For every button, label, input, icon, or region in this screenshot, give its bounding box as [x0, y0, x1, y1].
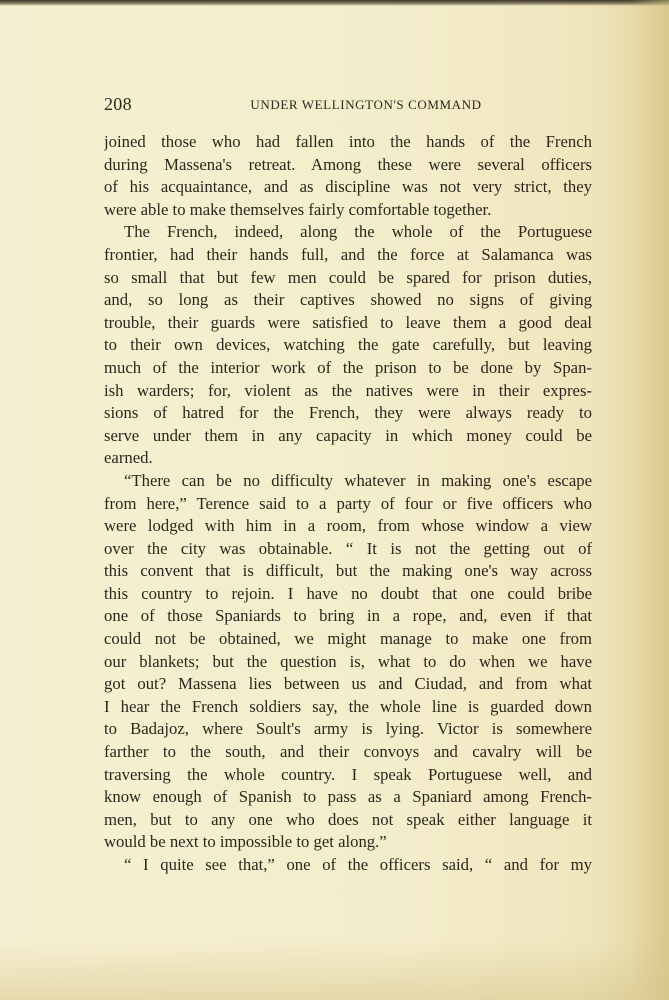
text-line: “ I quite see that,” one of the officers said, “ and for my — [124, 855, 592, 874]
text-line: traversing the whole country. I speak Portuguese well, and — [104, 764, 592, 784]
text-line: from here,” Terence said to a party of four or five officers who — [104, 493, 592, 513]
text-line: could not be obtained, we might manage to make one from — [104, 629, 592, 649]
text-line: this country to rejoin. I have no doubt that one could bribe — [104, 583, 592, 603]
text-line: I hear the French soldiers say, the whole line is guarded down — [104, 696, 592, 716]
page-header — [104, 94, 592, 116]
text-line: during Massena's retreat. Among these were several officers — [104, 154, 592, 174]
text-line: one of those Spaniards to bring in a rope, and, even if that — [104, 606, 592, 626]
text-line: of his acquaintance, and as discipline was not very strict, they — [104, 177, 592, 197]
body-text — [104, 131, 592, 877]
text-line: would be next to impossible to get along.” — [104, 832, 387, 852]
page-bottom-shadow — [0, 940, 669, 1000]
text-line: ish warders; for, violent as the natives were in their expres- — [104, 380, 592, 400]
text-line: over the city was obtainable. “ It is not the getting out of — [104, 538, 592, 558]
text-line: to their own devices, watching the gate carefully, but leaving — [104, 335, 592, 355]
text-line: to Badajoz, where Soult's army is lying. Victor is somewhere — [104, 719, 592, 739]
text-line: farther to the south, and their convoys and cavalry will be — [104, 742, 592, 762]
text-line: trouble, their guards were satisfied to leave them a good deal — [104, 312, 592, 332]
text-line: so small that but few men could be spared for prison duties, — [104, 267, 592, 287]
text-line: were lodged with him in a room, from whose window a view — [104, 516, 592, 536]
text-line: our blankets; but the question is, what to do when we have — [104, 651, 592, 671]
text-line: serve under them in any capacity in which money could be — [104, 425, 592, 445]
text-line: much of the interior work of the prison to be done by Span- — [104, 357, 592, 377]
text-line: sions of hatred for the French, they were always ready to — [104, 403, 592, 423]
running-head: UNDER WELLINGTON'S COMMAND — [250, 97, 482, 112]
text-line: “There can be no difficulty whatever in making one's escape — [124, 470, 592, 490]
text-line: joined those who had fallen into the hands of the French — [104, 132, 592, 151]
text-line: men, but to any one who does not speak either language it — [104, 809, 592, 829]
text-line: and, so long as their captives showed no signs of giving — [104, 290, 592, 310]
text-line: were able to make themselves fairly comfortable together. — [104, 199, 492, 219]
page-number: 208 — [104, 94, 132, 114]
text-line: this convent that is difficult, but the making one's way across — [104, 561, 592, 581]
text-line: got out? Massena lies between us and Ciudad, and from what — [104, 674, 592, 694]
page-gutter-shadow — [629, 0, 669, 1000]
text-line: The French, indeed, along the whole of the Portuguese — [124, 222, 592, 242]
page-top-edge — [0, 0, 669, 6]
text-line: earned. — [104, 448, 153, 468]
text-line: frontier, had their hands full, and the force at Salamanca was — [104, 244, 592, 264]
text-line: know enough of Spanish to pass as a Spaniard among French- — [104, 787, 592, 807]
